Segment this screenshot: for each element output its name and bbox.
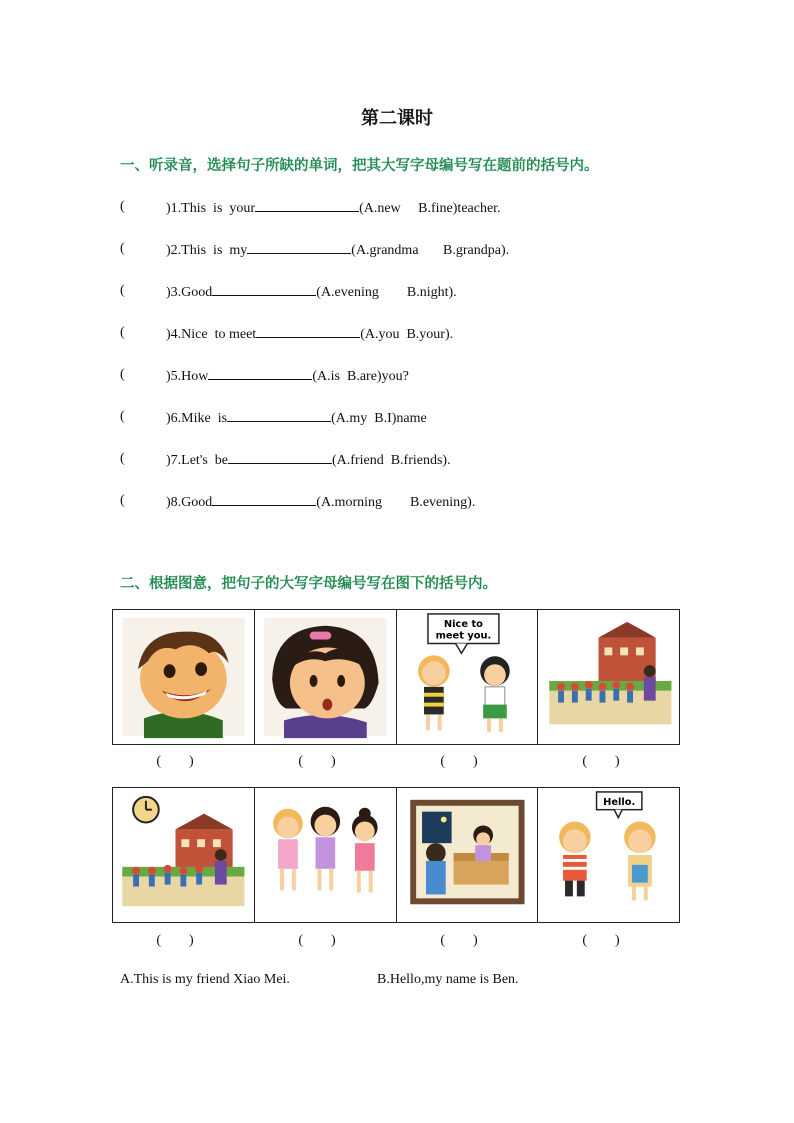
question-options: (A.grandma B.grandpa).: [351, 243, 510, 258]
girl-face-icon: [255, 610, 396, 744]
school-clock-icon: [113, 788, 254, 922]
fill-blank[interactable]: [208, 365, 312, 380]
three-girls-icon: [255, 788, 396, 922]
hello-icon: [538, 788, 679, 922]
answer-slot[interactable]: ( ): [156, 754, 194, 769]
answer-paren[interactable]: (: [120, 241, 125, 256]
answer-paren[interactable]: (: [120, 493, 125, 508]
question-text: )2.This is my: [166, 243, 248, 258]
section2-heading: 二、根据图意，把句子的大写字母编号写在图下的括号内。: [120, 576, 497, 592]
fill-blank[interactable]: [212, 281, 316, 296]
question-line: [166, 491, 475, 513]
picture-girl-face: [255, 610, 397, 744]
answer-paren[interactable]: (: [120, 451, 125, 466]
question-options: (A.is B.are)you?: [312, 369, 409, 384]
speech-bubble-line-2: meet you.: [435, 630, 491, 642]
picture-three-girls: [255, 788, 397, 922]
question-text: )1.This is your: [166, 201, 256, 216]
page-title: 第二课时: [361, 108, 433, 129]
speech-bubble-line-1: Nice to: [443, 618, 483, 630]
answer-paren[interactable]: (: [120, 199, 125, 214]
fill-blank[interactable]: [255, 197, 359, 212]
answer-slot[interactable]: ( ): [298, 933, 336, 948]
question-text: )6.Mike is: [166, 411, 228, 426]
picture-school-group: [538, 610, 679, 744]
picture-grid-row-2: [112, 787, 680, 923]
question-line: [166, 449, 451, 471]
question-line: [166, 281, 457, 303]
speech-bubble-hello: Hello.: [603, 796, 636, 808]
question-text: )8.Good: [166, 495, 213, 510]
question-line: [166, 407, 427, 429]
question-line: [166, 239, 509, 261]
choice-b: B.Hello,my name is Ben.: [377, 972, 519, 987]
girls-meeting-icon: [397, 610, 538, 744]
fill-blank[interactable]: [228, 449, 332, 464]
fill-blank[interactable]: [247, 239, 351, 254]
question-options: (A.new B.fine)teacher.: [359, 201, 501, 216]
school-group-icon: [538, 610, 679, 744]
answer-paren[interactable]: (: [120, 283, 125, 298]
question-text: )3.Good: [166, 285, 213, 300]
answer-slot[interactable]: ( ): [156, 933, 194, 948]
boy-face-icon: [113, 610, 254, 744]
section1-heading: 一、听录音，选择句子所缺的单词，把其大写字母编号写在题前的括号内。: [120, 158, 599, 174]
answer-slot[interactable]: ( ): [440, 754, 478, 769]
answer-slot[interactable]: ( ): [440, 933, 478, 948]
answer-paren[interactable]: (: [120, 367, 125, 382]
answer-row-2: [112, 933, 680, 949]
picture-boy-face: [113, 610, 255, 744]
question-line: [166, 323, 453, 345]
question-text: )7.Let's be: [166, 453, 229, 468]
answer-paren[interactable]: (: [120, 325, 125, 340]
picture-girls-meeting: [397, 610, 539, 744]
answer-slot[interactable]: ( ): [298, 754, 336, 769]
fill-blank[interactable]: [256, 323, 360, 338]
picture-bedroom: [397, 788, 539, 922]
fill-blank[interactable]: [227, 407, 331, 422]
bedroom-icon: [397, 788, 538, 922]
question-options: (A.evening B.night).: [316, 285, 457, 300]
picture-hello: [538, 788, 679, 922]
answer-paren[interactable]: (: [120, 409, 125, 424]
question-options: (A.friend B.friends).: [332, 453, 451, 468]
question-options: (A.you B.your).: [360, 327, 454, 342]
choice-a: A.This is my friend Xiao Mei.: [120, 972, 290, 987]
picture-grid-row-1: [112, 609, 680, 745]
question-options: (A.morning B.evening).: [316, 495, 476, 510]
question-line: [166, 365, 409, 387]
question-line: [166, 197, 501, 219]
question-text: )5.How: [166, 369, 209, 384]
picture-school-clock: [113, 788, 255, 922]
answer-slot[interactable]: ( ): [582, 933, 620, 948]
question-options: (A.my B.I)name: [331, 411, 427, 426]
answer-slot[interactable]: ( ): [582, 754, 620, 769]
question-text: )4.Nice to meet: [166, 327, 257, 342]
fill-blank[interactable]: [212, 491, 316, 506]
answer-row-1: [112, 754, 680, 770]
